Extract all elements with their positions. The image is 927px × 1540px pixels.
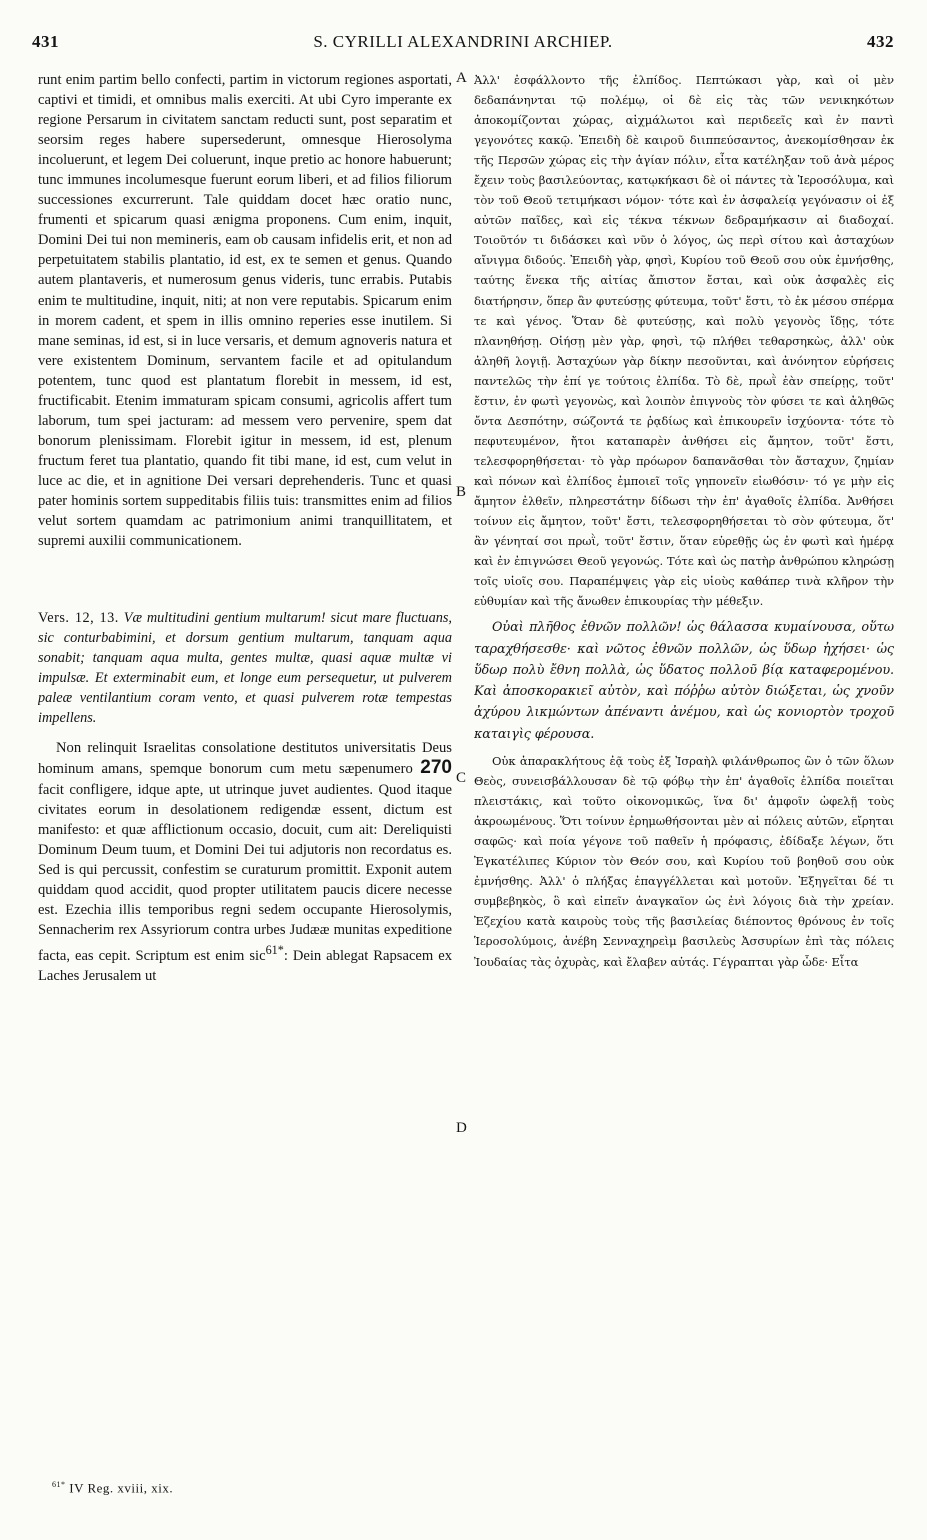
greek-column bbox=[474, 70, 894, 972]
latin-paragraph-2-part-b: facit confligere, idque apte, ut utrinque juvet audientes. Quod itaque civitates eorum in desolationem redigendæ essent, dictum est manifesto: et quæ afflictionum occasio, docuit, cum ait: Dereliquisti Dominum Deum tuum, et Domini Dei tui adjutoris non recordatus es. Sed is qui percussit, confestim se curaturum promittit. Exponit autem quiddam quod accidit, quod propter utilitatem paucis dicere necesse est. Ezechia illis temporibus regni sedem occupante Hierosolymis, Sennacherim rex Assyriorum contra urbes Judææ munitas expeditione facta, eas cepit. Scriptum est enim sic bbox=[38, 781, 452, 964]
greek-paragraph-1: Ἀλλ' ἐσφάλλοντο τῆς ἐλπίδος. Πεπτώκασι γὰρ, καὶ οἱ μὲν δεδαπάνηνται τῷ πολέμῳ, οἱ δὲ εἰς τὰς τῶν νενικηκότων ἀποκομίζονται χώρας, αἰχμάλωτοι καὶ περιδεεῖς καὶ ἐν παντὶ γεγονότες κακῷ. Ἐπειδὴ δὲ καιροῦ διιππεύσαντος, ἀνεκομίσθησαν ἐκ τῆς Περσῶν χώρας εἰς τὴν ἁγίαν πόλιν, εἶτα κατέληξαν τοῦ ἀνὰ μέρος ἔχειν τοὺς βασιλεύοντας, κατῳκήκασι δὲ οἱ πάντες τὰ Ἱεροσόλυμα, καὶ τὸν τοῦ Θεοῦ τετιμήκασι νόμον· τότε καὶ ἐν ἀσφαλείᾳ γεγόνασιν οἱ ἐξ αὐτῶν παῖδες, καὶ εἰς τέκνα τέκνων δεδραμήκασιν αἱ διαδοχαί. Τοιοῦτόν τι διδάσκει καὶ νῦν ὁ λόγος, ὡς περὶ σίτου καὶ ἀσταχύων αἴνιγμα διδούς. Ἐπειδὴ γὰρ, φησὶ, Κυρίου τοῦ Θεοῦ σου οὐκ ἐμνήσθης, ταύτης ἕνεκα τῆς αἰτίας ἄπιστον ἔσται, καὶ οὐκ ἀσφαλὲς εἰς διατήρησιν, ὅπερ ἂν φυτεύσῃς φύτευμα, τοῦτ' ἔστι, τὸ ἐκ μέσου σπέρμα τε καὶ γένος. Ὅταν δὲ φυτεύσῃς, καὶ πολὺ γεγονὸς ἴδῃς, τότε πλανηθήσῃ. Οἰήσῃ μὲν γὰρ, φησὶ, τῷ πλήθει τεθαρσηκὼς, ἀλλ' οὐκ ἀληθῆ λογιῇ. Ἀσταχύων γὰρ δίκην πεσοῦνται, καὶ ἀνόνητον εὑρήσεις παντελῶς τὴν ἐπί γε τούτοις ἐλπίδα. Τὸ δὲ, πρωῒ ἐὰν σπείρῃς, τοῦτ' ἔστιν, ἐν φωτὶ γεγονὼς, καὶ λοιπὸν ἐπιγνοὺς τὸν φύσει τε καὶ ἀληθῶς ὄντα Δεσπότην, σώζοντά τε ῥᾳδίως καὶ ἐπικουρεῖν ἰσχύοντα· τότε τὸ πεφυτευμένον, ἤτοι καταπαρὲν ἀνθήσει εἰς ἄμητον, τοῦτ' ἔστι, τελεσφορηθήσεται· τὸ γὰρ πρόωρον δαπανᾶσθαι τὸν ἄσταχυν, ζημίαν καὶ πόνων καὶ ἐλπίδος ἐμποιεῖ τοῖς γηπονεῖν εἰωθόσιν· τό γε μὴν εἰς ἄμητον ἐλθεῖν, πληρεστάτην δίδωσι τὴν ἐπ' ἀγαθοῖς ἐλπίδα. Ἀνθήσει τοίνυν εἰς ἄμητον, τοῦτ' ἔστι, τελεσφορηθήσεται τὸ σὸν φύτευμα, ὅτ' ἂν γένηταί σοι πρωῒ, τοῦτ' ἔστιν, ὅταν εὑρεθῇς ὡς ἐν φωτὶ καὶ ἡμέρᾳ καὶ ἐν ἐπιγνώσει Θεοῦ γεγονώς. Τότε καὶ ὡς πατὴρ ἀνθρώπου κληρώσῃ τοῖς υἱοῖς σου. Παραπέμψεις γὰρ εἰς υἱοὺς καθάπερ τινὰ κλῆρον τὴν εὐθυμίαν καὶ τῆς ἄνωθεν ἐπικουρίας τὴν μέθεξιν. bbox=[474, 73, 894, 609]
page-number-left: 431 bbox=[32, 32, 59, 51]
margin-letter-b: B bbox=[456, 484, 467, 500]
footnote-mark: 61* bbox=[52, 1480, 66, 1489]
latin-verse-text: Væ multitudini gentium multarum! sicut mare fluctuans, sic conturbabimini, et dorsum gentium multarum, tanquam aqua sonabit; tanquam aqua multa, gentes multæ, quasi aquæ multæ vi impulsæ. Et exterminabit eum, et longe eum persequetur, ut pulverem paleæ ventilantium coram vento, et quasi pulverem rotæ tempestas impellens. bbox=[38, 610, 452, 727]
page-marker: 270 bbox=[420, 757, 452, 779]
page-number-right: 432 bbox=[867, 32, 894, 51]
page-header bbox=[32, 32, 894, 58]
footnote bbox=[52, 1480, 173, 1496]
latin-column bbox=[38, 70, 452, 986]
latin-paragraph-2-part-a: Non relinquit Israelitas consolatione destitutos universitatis Deus hominum amans, spemque bonorum cum metu sæpenumero bbox=[38, 740, 452, 778]
latin-paragraph-1: runt enim partim bello confecti, partim in victorum regiones asportati, captivi et timidi, et omnibus malis exerciti. At ubi Cyro imperante ex regione Persarum in civitatem sanctam reducti sunt, post separatim et seorsim reges habere supersederunt, omnesque Hierosolyma incoluerunt, et legem Dei coluerunt, inque pretio ac honore habuerunt; tunc immunes incolumesque fuerunt eorum liberi, et ad filios filiorum successiones excurrerunt. Tale quiddam docet hæc oratio nunc, frumenti et spicarum quasi ænigma proponens. Cum enim, inquit, Domini Dei tui non memineris, eam ob causam infidelis erit, et non ad perpetuitatem stabilis plantatio, id est, ex te semen et genus. Quando autem plantaveris, et numerosum genus videris, tunc errabis. Putabis enim te multitudine, inquit, niti; at non vere reputabis. Spicarum enim in morem cadent, et spem in illis omnino reperies esse inutilem. Si mane seminas, id est, si in luce versaris, et demum agnoveris natura et vere existentem Dominum, servantem facile et ad opitulandum potentem, tunc quod est plantatum florebit in messem, id est, fructificabit. Etenim immaturam spicam consumi, agricolis affert tum laborum, tum spei jacturam: ad messem vero pervenire, spem dat bonorum plenissimam. Florebit igitur in messem, id est, plenum fructum feret tua plantatio, quando fit tibi mane, id est, cum velut in luce ac die, et in agnitione Dei versari deprehenderis. Tunc et quasi pater hominis sortem suppeditabis filiis tuis: transmittes enim ad filios velut sortem quamdam ac patrimonium animi tranquillitatem, et supremi auxilii communicationem. bbox=[38, 72, 452, 550]
margin-letter-a: A bbox=[456, 70, 467, 86]
margin-letter-c: C bbox=[456, 770, 467, 786]
latin-paragraph-2 bbox=[38, 738, 452, 985]
running-title: S. CYRILLI ALEXANDRINI ARCHIEP. bbox=[313, 32, 613, 51]
margin-letter-d: D bbox=[456, 1120, 467, 1136]
footnote-text: IV Reg. xviii, xix. bbox=[69, 1480, 174, 1496]
verse-label: Vers. 12, 13. bbox=[38, 610, 119, 627]
footnote-reference: 61* bbox=[265, 942, 284, 957]
latin-paragraph-2-part-c: : Dein ablegat Rapsacem ex Laches Jerusalem ut bbox=[38, 947, 452, 984]
greek-verse: Οὐαὶ πλῆθος ἐθνῶν πολλῶν! ὡς θάλασσα κυμαίνουσα, οὕτω ταραχθήσεσθε· καὶ νῶτος ἐθνῶν πολλῶν, ὡς ὕδωρ ἠχήσει· ὡς ὕδωρ πολὺ ἔθνη πολλὰ, ὡς ὕδατος πολλοῦ βίᾳ καταφερομένου. Καὶ ἀποσκορακιεῖ αὐτὸν, καὶ πόῤῥω αὐτὸν διώξεται, ὡς χνοῦν ἀχύρου λικμώντων ἀπέναντι ἀνέμου, καὶ ὡς κονιορτὸν τροχοῦ καταιγὶς φέρουσα. bbox=[474, 620, 894, 742]
latin-verse bbox=[38, 608, 452, 728]
greek-paragraph-2: Οὐκ ἀπαρακλήτους ἐᾷ τοὺς ἐξ Ἰσραὴλ φιλάνθρωπος ὢν ὁ τῶν ὅλων Θεὸς, συνεισβάλλουσαν δὲ τῷ φόβῳ τὴν ἐπ' ἀγαθοῖς ἐλπίδα ποιεῖται πλειστάκις, καὶ τοῦτο οἰκονομικῶς, ἵνα δι' ἀμφοῖν ὠφελῇ τοὺς ἀκροωμένους. Ὅτι τοίνυν ἐρημωθήσονται μὲν αἱ πόλεις αὐτῶν, εἴρηται σαφῶς· καὶ ποία γέγονε τοῦ παθεῖν ἡ πρόφασις, ἐδίδαξε λέγων, ὅτι Ἐγκατέλιπες Κύριον τὸν Θεόν σου, καὶ Κυρίου τοῦ βοηθοῦ σου οὐκ ἐμνήσθης. Ἀλλ' ὁ πλήξας ἐπαγγέλλεται καὶ μοτοῦν. Ἐξηγεῖται δέ τι συμβεβηκὸς, ὃ καὶ εἰπεῖν ἀναγκαῖον ὡς ἐνὶ λόγοις διὰ τὴν χρείαν. Ἐζεχίου κατὰ καιροὺς τοὺς τῆς βασιλείας διέποντος θρόνους ἐν τοῖς Ἱεροσολύμοις, ἀνέβη Σενναχηρεὶμ βασιλεὺς Ἀσσυρίων ἐπὶ τὰς πόλεις Ἰουδαίας τὰς ὀχυρὰς, καὶ ἔλαβεν αὐτάς. Γέγραπται γὰρ ὧδε· Εἶτα bbox=[474, 754, 894, 969]
